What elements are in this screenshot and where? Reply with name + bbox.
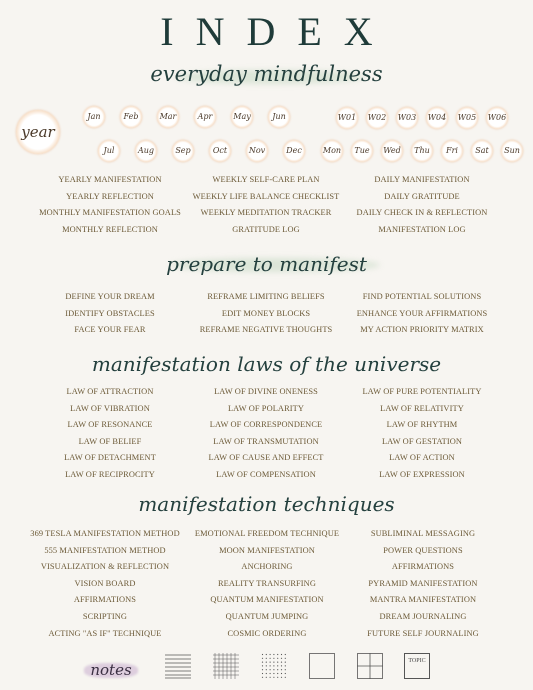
technique-link[interactable]: SCRIPTING	[82, 611, 128, 621]
month-link-nov[interactable]: Nov	[246, 140, 268, 162]
laws-col-1	[30, 384, 190, 484]
prepare-heading: prepare to manifest	[166, 252, 367, 276]
everyday-link[interactable]: WEEKLY SELF-CARE PLAN	[212, 175, 320, 184]
week-link-w03[interactable]: W03	[396, 107, 418, 129]
week-link-w06[interactable]: W06	[486, 107, 508, 129]
everyday-link[interactable]: DAILY CHECK IN & REFLECTION	[356, 208, 488, 218]
prepare-link[interactable]: IDENTIFY OBSTACLES	[65, 308, 155, 318]
laws-col-2	[186, 384, 346, 484]
law-link[interactable]: LAW OF PURE POTENTIALITY	[362, 387, 482, 396]
everyday-link[interactable]: YEARLY REFLECTION	[66, 191, 154, 201]
month-link-feb[interactable]: Feb	[120, 106, 142, 128]
prepare-link[interactable]: EDIT MONEY BLOCKS	[221, 308, 311, 318]
everyday-link[interactable]: DAILY GRATITUDE	[384, 191, 460, 201]
law-link[interactable]: LAW OF GESTATION	[381, 436, 463, 446]
law-link[interactable]: LAW OF RESONANCE	[67, 420, 153, 430]
law-link[interactable]: LAW OF CAUSE AND EFFECT	[208, 453, 324, 463]
month-link-oct[interactable]: Oct	[209, 140, 231, 162]
technique-link[interactable]: DREAM JOURNALING	[379, 611, 467, 621]
technique-link[interactable]: POWER QUESTIONS	[383, 545, 463, 555]
laws-heading: manifestation laws of the universe	[91, 352, 442, 376]
techniques-col-3	[340, 526, 506, 642]
month-link-sep[interactable]: Sep	[172, 140, 194, 162]
topic-page-icon[interactable]	[404, 653, 430, 679]
day-link-tue[interactable]: Tue	[351, 140, 373, 162]
prepare-link[interactable]: DEFINE YOUR DREAM	[65, 292, 155, 301]
technique-link[interactable]: QUANTUM JUMPING	[225, 611, 309, 621]
day-link-thu[interactable]: Thu	[411, 140, 433, 162]
month-link-dec[interactable]: Dec	[283, 140, 305, 162]
law-link[interactable]: LAW OF BELIEF	[78, 436, 142, 446]
law-link[interactable]: LAW OF DIVINE ONENESS	[214, 387, 318, 396]
month-link-mar[interactable]: Mar	[157, 106, 179, 128]
month-link-jan[interactable]: Jan	[83, 106, 105, 128]
prepare-link[interactable]: REFRAME NEGATIVE THOUGHTS	[199, 325, 333, 335]
techniques-col-1	[22, 526, 188, 642]
notes-link[interactable]: notes	[82, 658, 140, 682]
laws-col-3	[342, 384, 502, 484]
everyday-link[interactable]: MANIFESTATION LOG	[378, 224, 466, 234]
techniques-heading: manifestation techniques	[138, 492, 395, 516]
law-link[interactable]: LAW OF CORRESPONDENCE	[209, 420, 323, 430]
topic-label: TOPIC	[408, 658, 426, 664]
everyday-col-1	[30, 172, 190, 238]
page-title: INDEX	[160, 9, 395, 54]
everyday-heading: everyday mindfulness	[150, 62, 383, 86]
technique-link[interactable]: QUANTUM MANIFESTATION	[210, 595, 324, 605]
law-link[interactable]: LAW OF ACTION	[389, 453, 455, 463]
law-link[interactable]: LAW OF RHYTHM	[386, 420, 458, 430]
technique-link[interactable]: REALITY TRANSURFING	[218, 578, 316, 588]
law-link[interactable]: LAW OF RECIPROCITY	[65, 469, 155, 479]
week-link-w05[interactable]: W05	[456, 107, 478, 129]
everyday-link[interactable]: YEARLY MANIFESTATION	[58, 175, 162, 184]
month-link-aug[interactable]: Aug	[135, 140, 157, 162]
law-link[interactable]: LAW OF ATTRACTION	[66, 387, 154, 396]
prepare-link[interactable]: FIND POTENTIAL SOLUTIONS	[362, 292, 482, 301]
prepare-link[interactable]: ENHANCE YOUR AFFIRMATIONS	[356, 308, 488, 318]
grid-page-icon[interactable]	[213, 653, 239, 679]
prepare-link[interactable]: FACE YOUR FEAR	[74, 325, 146, 335]
everyday-col-2	[186, 172, 346, 238]
technique-link[interactable]: MOON MANIFESTATION	[219, 545, 315, 555]
technique-link[interactable]: 555 MANIFESTATION METHOD	[44, 545, 166, 555]
month-link-apr[interactable]: Apr	[194, 106, 216, 128]
prepare-link[interactable]: MY ACTION PRIORITY MATRIX	[360, 325, 484, 335]
prepare-col-2	[186, 289, 346, 339]
technique-link[interactable]: PYRAMID MANIFESTATION	[368, 578, 478, 588]
everyday-link[interactable]: GRATITUDE LOG	[232, 224, 300, 234]
dot-grid-page-icon[interactable]	[261, 653, 287, 679]
day-link-sun[interactable]: Sun	[501, 140, 523, 162]
prepare-col-1	[30, 289, 190, 339]
law-link[interactable]: LAW OF VIBRATION	[70, 403, 150, 413]
technique-link[interactable]: VISION BOARD	[74, 578, 136, 588]
lined-page-icon[interactable]	[165, 653, 191, 679]
law-link[interactable]: LAW OF TRANSMUTATION	[213, 436, 319, 446]
everyday-col-3	[342, 172, 502, 238]
law-link[interactable]: LAW OF COMPENSATION	[216, 469, 316, 479]
technique-link[interactable]: ACTING "AS IF" TECHNIQUE	[48, 628, 162, 638]
everyday-link[interactable]: MONTHLY MANIFESTATION GOALS	[39, 208, 181, 218]
technique-link[interactable]: VISUALIZATION & REFLECTION	[40, 562, 170, 572]
month-link-jul[interactable]: Jul	[98, 140, 120, 162]
week-link-w01[interactable]: W01	[336, 107, 358, 129]
technique-link[interactable]: AFFIRMATIONS	[391, 562, 455, 572]
day-link-wed[interactable]: Wed	[381, 140, 403, 162]
month-link-jun[interactable]: Jun	[268, 106, 290, 128]
technique-link[interactable]: FUTURE SELF JOURNALING	[367, 628, 479, 638]
law-link[interactable]: LAW OF POLARITY	[227, 403, 305, 413]
day-link-sat[interactable]: Sat	[471, 140, 493, 162]
prepare-link[interactable]: REFRAME LIMITING BELIEFS	[207, 292, 325, 301]
everyday-link[interactable]: WEEKLY LIFE BALANCE CHECKLIST	[192, 191, 340, 201]
everyday-link[interactable]: WEEKLY MEDITATION TRACKER	[200, 208, 332, 218]
year-link[interactable]: year	[16, 110, 60, 154]
technique-link[interactable]: COSMIC ORDERING	[227, 628, 307, 638]
technique-link[interactable]: ANCHORING	[241, 562, 293, 572]
day-link-mon[interactable]: Mon	[321, 140, 343, 162]
technique-link[interactable]: MANTRA MANIFESTATION	[369, 595, 477, 605]
day-link-fri[interactable]: Fri	[441, 140, 463, 162]
technique-link[interactable]: EMOTIONAL FREEDOM TECHNIQUE	[194, 529, 340, 538]
technique-link[interactable]: SUBLIMINAL MESSAGING	[370, 529, 476, 538]
technique-link[interactable]: AFFIRMATIONS	[73, 595, 137, 605]
techniques-col-2	[184, 526, 350, 642]
law-link[interactable]: LAW OF EXPRESSION	[379, 469, 465, 479]
law-link[interactable]: LAW OF DETACHMENT	[64, 453, 156, 463]
technique-link[interactable]: 369 TESLA MANIFESTATION METHOD	[30, 529, 180, 538]
prepare-col-3	[342, 289, 502, 339]
blank-page-icon[interactable]	[309, 653, 335, 679]
month-link-may[interactable]: May	[231, 106, 253, 128]
week-link-w02[interactable]: W02	[366, 107, 388, 129]
law-link[interactable]: LAW OF RELATIVITY	[380, 403, 464, 413]
quad-page-icon[interactable]	[357, 653, 383, 679]
week-link-w04[interactable]: W04	[426, 107, 448, 129]
everyday-link[interactable]: MONTHLY REFLECTION	[62, 224, 158, 234]
everyday-link[interactable]: DAILY MANIFESTATION	[374, 175, 470, 184]
